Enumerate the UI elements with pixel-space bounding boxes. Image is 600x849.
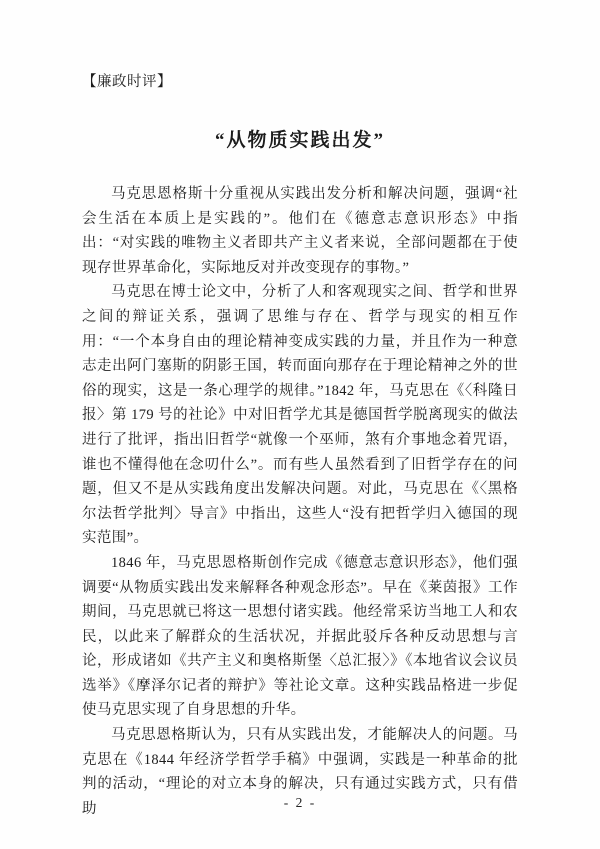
column-header: 【廉政时评】 — [82, 74, 172, 90]
article-title: “从物质实践出发” — [214, 130, 385, 151]
page-number: - 2 - — [283, 795, 317, 810]
article-body — [82, 182, 518, 821]
paragraph-1: 马克思恩格斯十分重视从实践出发分析和解决问题，强调“社会生活在本质上是实践的”。他们在《德意志意识形态》中指出：“对实践的唯物主义者即共产主义者来说，全部问题都在于使现存世界革命化，实际地反对并改变现存的事物。” — [82, 186, 518, 276]
paragraph-4: 马克思恩格斯认为，只有从实践出发，才能解决人的问题。马克思在《1844 年经济学哲学手稿》中强调，实践是一种革命的批判的活动，“理论的对立本身的解决，只有通过实践方式，只有借助 — [82, 727, 518, 817]
paragraph-2: 马克思在博士论文中，分析了人和客观现实之间、哲学和世界之间的辩证关系，强调了思维与存在、哲学与现实的相互作用：“一个本身自由的理论精神变成实践的力量，并且作为一种意志走出阿门塞斯的阴影王国，转而面向那存在于理论精神之外的世俗的现实，这是一条心理学的规律。”1842 年，马克思在《〈科隆日报〉第 179 号的社论》中对旧哲学尤其是德国哲学脱离现实的做法进行了批评，指出旧哲学“就像一个巫师，煞有介事地念着咒语，谁也不懂得他在念叨什么”。而有些人虽然看到了旧哲学存在的问题，但又不是从实践角度出发解决问题。对此，马克思在《〈黑格尔法哲学批判〉导言》中指出，这些人“没有把哲学归入德国的现实范围”。 — [82, 284, 518, 547]
paragraph-3: 1846 年，马克思恩格斯创作完成《德意志意识形态》，他们强调要“从物质实践出发来解释各种观念形态”。早在《莱茵报》工作期间，马克思就已将这一思想付诸实践。他经常采访当地工人和农民，以此来了解群众的生活状况，并据此驳斥各种反动思想与言论，形成诸如《共产主义和奥格斯堡〈总汇报〉》《本地省议会议员选举》《摩泽尔记者的辩护》等社论文章。这种实践品格进一步促使马克思实现了自身思想的升华。 — [82, 554, 518, 719]
